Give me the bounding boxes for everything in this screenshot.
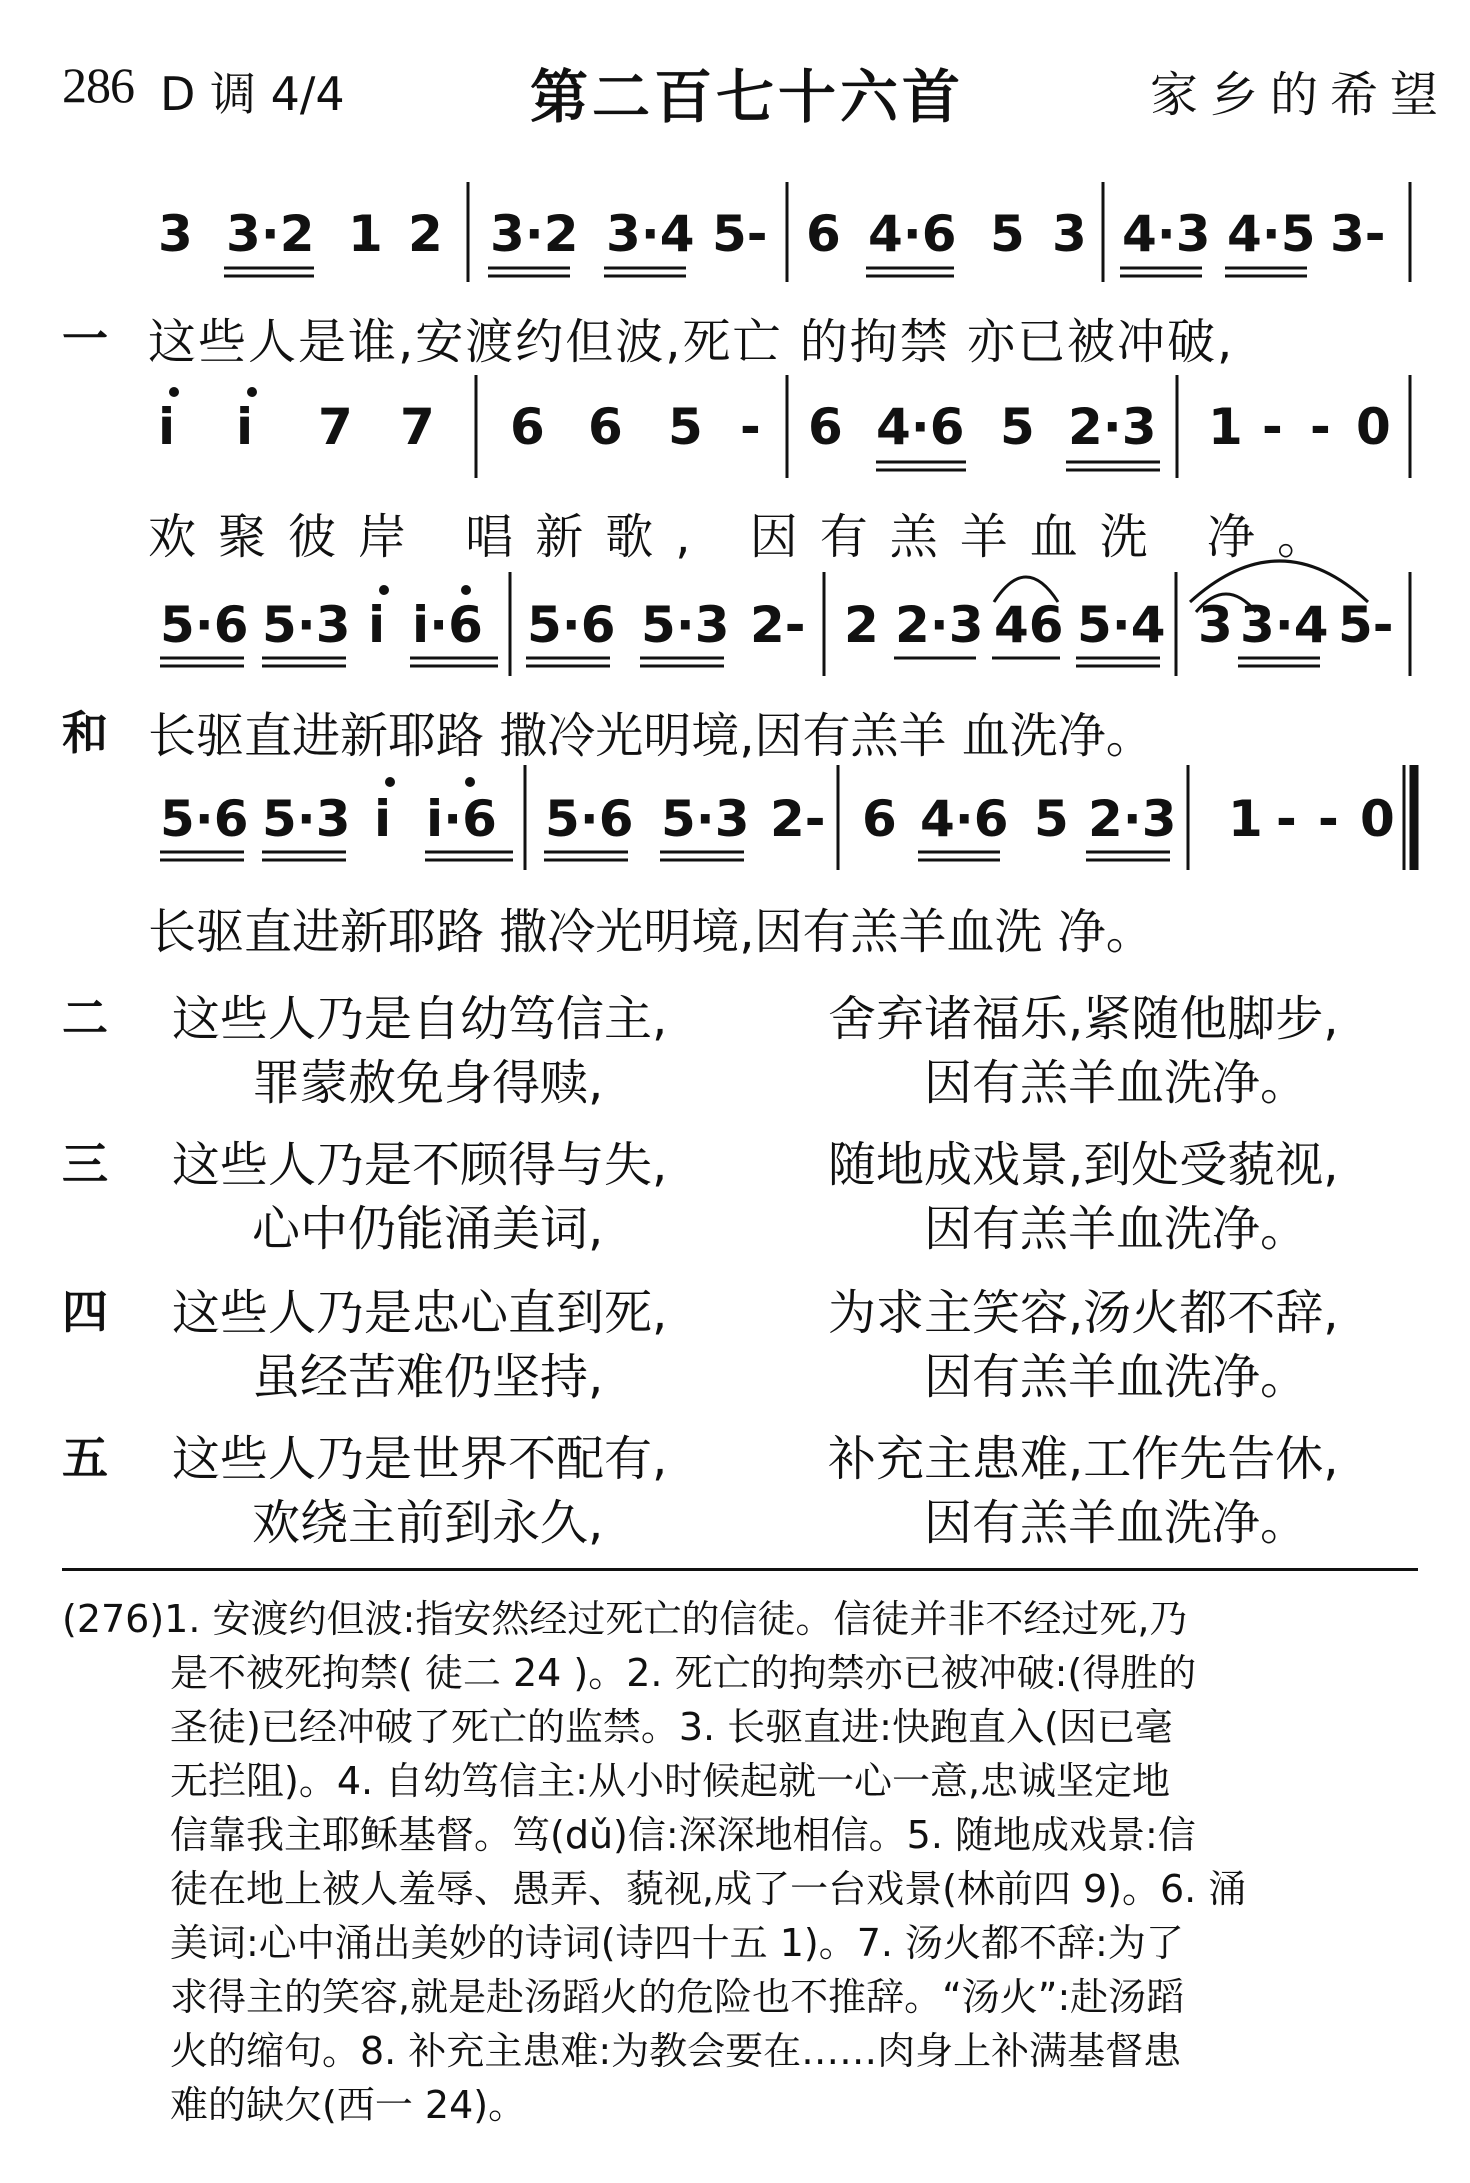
verse-line: 虽经苦难仍坚持, xyxy=(252,1349,604,1405)
note: 2·3 xyxy=(1068,398,1157,456)
note: 0 xyxy=(1360,790,1395,848)
note: - xyxy=(1318,790,1339,848)
note: 5·6 xyxy=(160,596,249,654)
verse-line: 这些人乃是自幼笃信主, xyxy=(172,991,668,1047)
note: 5 xyxy=(1034,790,1069,848)
note: 3·4 xyxy=(606,205,695,263)
note: 6 xyxy=(808,398,843,456)
note: 3 xyxy=(158,205,193,263)
hymn-subtitle: 家乡的希望 xyxy=(1150,67,1451,123)
note: - xyxy=(1276,790,1297,848)
refrain-label: 和 xyxy=(62,706,108,760)
note: 3·2 xyxy=(490,205,579,263)
note: i xyxy=(236,398,254,456)
note: 5 xyxy=(990,205,1025,263)
lyrics-line: 欢聚彼岸 唱新歌, 因有羔羊血洗 净。 xyxy=(148,509,1348,565)
verse-line: 因有羔羊血洗净。 xyxy=(924,1349,1309,1405)
note: 5·6 xyxy=(527,596,616,654)
verse-line: 欢绕主前到永久, xyxy=(252,1495,604,1551)
note: 4·6 xyxy=(868,205,957,263)
note: 7 xyxy=(318,398,353,456)
note: 5 xyxy=(668,398,703,456)
lyrics-line: 这些人是谁,安渡约但波,死亡 的拘禁 亦已被冲破, xyxy=(148,314,1235,370)
note: 5·6 xyxy=(545,790,634,848)
note: 5·6 xyxy=(160,790,249,848)
note: 3·2 xyxy=(226,205,315,263)
note: 2 xyxy=(844,596,879,654)
verse-line: 因有羔羊血洗净。 xyxy=(924,1055,1309,1111)
note: i xyxy=(158,398,176,456)
footnote-line: 求得主的笑容,就是赴汤蹈火的危险也不推辞。“汤火”:赴汤蹈 xyxy=(170,1975,1185,2019)
verse-line: 因有羔羊血洗净。 xyxy=(924,1201,1309,1257)
note: 1 xyxy=(1208,398,1243,456)
note: 3·4 xyxy=(1240,596,1329,654)
note: 4·6 xyxy=(920,790,1009,848)
note: - xyxy=(1310,398,1331,456)
footnote-line: 信靠我主耶稣基督。笃(dǔ)信:深深地相信。5. 随地成戏景:信 xyxy=(170,1813,1196,1857)
note: 4·3 xyxy=(1122,205,1211,263)
verse-line: 为求主笑容,汤火都不辞, xyxy=(828,1285,1339,1341)
footnote-line: 是不被死拘禁( 徒二 24 )。2. 死亡的拘禁亦已被冲破:(得胜的 xyxy=(170,1651,1197,1695)
note: 5·4 xyxy=(1077,596,1166,654)
verse-line: 这些人乃是忠心直到死, xyxy=(172,1285,668,1341)
note: - xyxy=(740,398,761,456)
note: 2 xyxy=(408,205,443,263)
lyrics-line: 长驱直进新耶路 撒冷光明境,因有羔羊血洗 净。 xyxy=(148,904,1154,960)
footnote-line: 圣徒)已经冲破了死亡的监禁。3. 长驱直进:快跑直入(因已毫 xyxy=(170,1705,1173,1749)
verse-line: 舍弃诸福乐,紧随他脚步, xyxy=(828,991,1339,1047)
verse-number: 三 xyxy=(62,1137,108,1191)
footnote-line: 难的缺欠(西一 24)。 xyxy=(170,2083,527,2127)
note: 7 xyxy=(400,398,435,456)
note: 5·3 xyxy=(661,790,750,848)
note: 5- xyxy=(1338,596,1394,654)
note: 5·3 xyxy=(262,596,351,654)
note: - xyxy=(1262,398,1283,456)
footnote-line: (276)1. 安渡约但波:指安然经过死亡的信徒。信徒并非不经过死,乃 xyxy=(62,1597,1188,1641)
note: 46 xyxy=(994,596,1064,654)
footnote-line: 美词:心中涌出美妙的诗词(诗四十五 1)。7. 汤火都不辞:为了 xyxy=(170,1921,1184,1965)
note: 6 xyxy=(862,790,897,848)
note: 3 xyxy=(1198,596,1233,654)
note: 3- xyxy=(1330,205,1386,263)
hymn-number: 286 xyxy=(62,57,134,113)
verse-label: 一 xyxy=(62,312,108,366)
note: 1 xyxy=(348,205,383,263)
verse-line: 罪蒙赦免身得赎, xyxy=(252,1055,604,1111)
note: 3 xyxy=(1052,205,1087,263)
note: 5·3 xyxy=(641,596,730,654)
note: 6 xyxy=(510,398,545,456)
note: 2- xyxy=(750,596,806,654)
note: 2·3 xyxy=(1088,790,1177,848)
key-and-meter: D 调 4/4 xyxy=(160,67,345,121)
verse-line: 随地成戏景,到处受藐视, xyxy=(828,1137,1339,1193)
section-divider xyxy=(62,1568,1418,1571)
note: 4·6 xyxy=(876,398,965,456)
note: 0 xyxy=(1356,398,1391,456)
note: 5 xyxy=(1000,398,1035,456)
footnote-line: 无拦阻)。4. 自幼笃信主:从小时候起就一心一意,忠诚坚定地 xyxy=(170,1759,1171,1803)
note: i xyxy=(374,790,392,848)
note: 6 xyxy=(588,398,623,456)
footnote-line: 徒在地上被人羞辱、愚弄、藐视,成了一台戏景(林前四 9)。6. 涌 xyxy=(170,1867,1247,1911)
note: 6 xyxy=(806,205,841,263)
verse-number: 五 xyxy=(62,1431,108,1485)
note: 5- xyxy=(712,205,768,263)
verse-line: 补充主患难,工作先告休, xyxy=(828,1431,1339,1487)
lyrics-line: 长驱直进新耶路 撒冷光明境,因有羔羊 血洗净。 xyxy=(148,708,1154,764)
note: 4·5 xyxy=(1227,205,1316,263)
verse-number: 四 xyxy=(62,1285,108,1339)
verse-number: 二 xyxy=(62,991,108,1045)
note: 1 xyxy=(1228,790,1263,848)
verse-line: 心中仍能涌美词, xyxy=(252,1201,604,1257)
footnote-line: 火的缩句。8. 补充主患难:为教会要在……肉身上补满基督患 xyxy=(170,2029,1182,2073)
note: i·6 xyxy=(426,790,497,848)
note: i xyxy=(368,596,386,654)
note: 2·3 xyxy=(895,596,984,654)
verse-line: 因有羔羊血洗净。 xyxy=(924,1495,1309,1551)
hymn-title: 第二百七十六首 xyxy=(530,63,965,131)
note: 2- xyxy=(770,790,826,848)
verse-line: 这些人乃是不顾得与失, xyxy=(172,1137,668,1193)
note: 5·3 xyxy=(262,790,351,848)
verse-line: 这些人乃是世界不配有, xyxy=(172,1431,668,1487)
note: i·6 xyxy=(412,596,483,654)
